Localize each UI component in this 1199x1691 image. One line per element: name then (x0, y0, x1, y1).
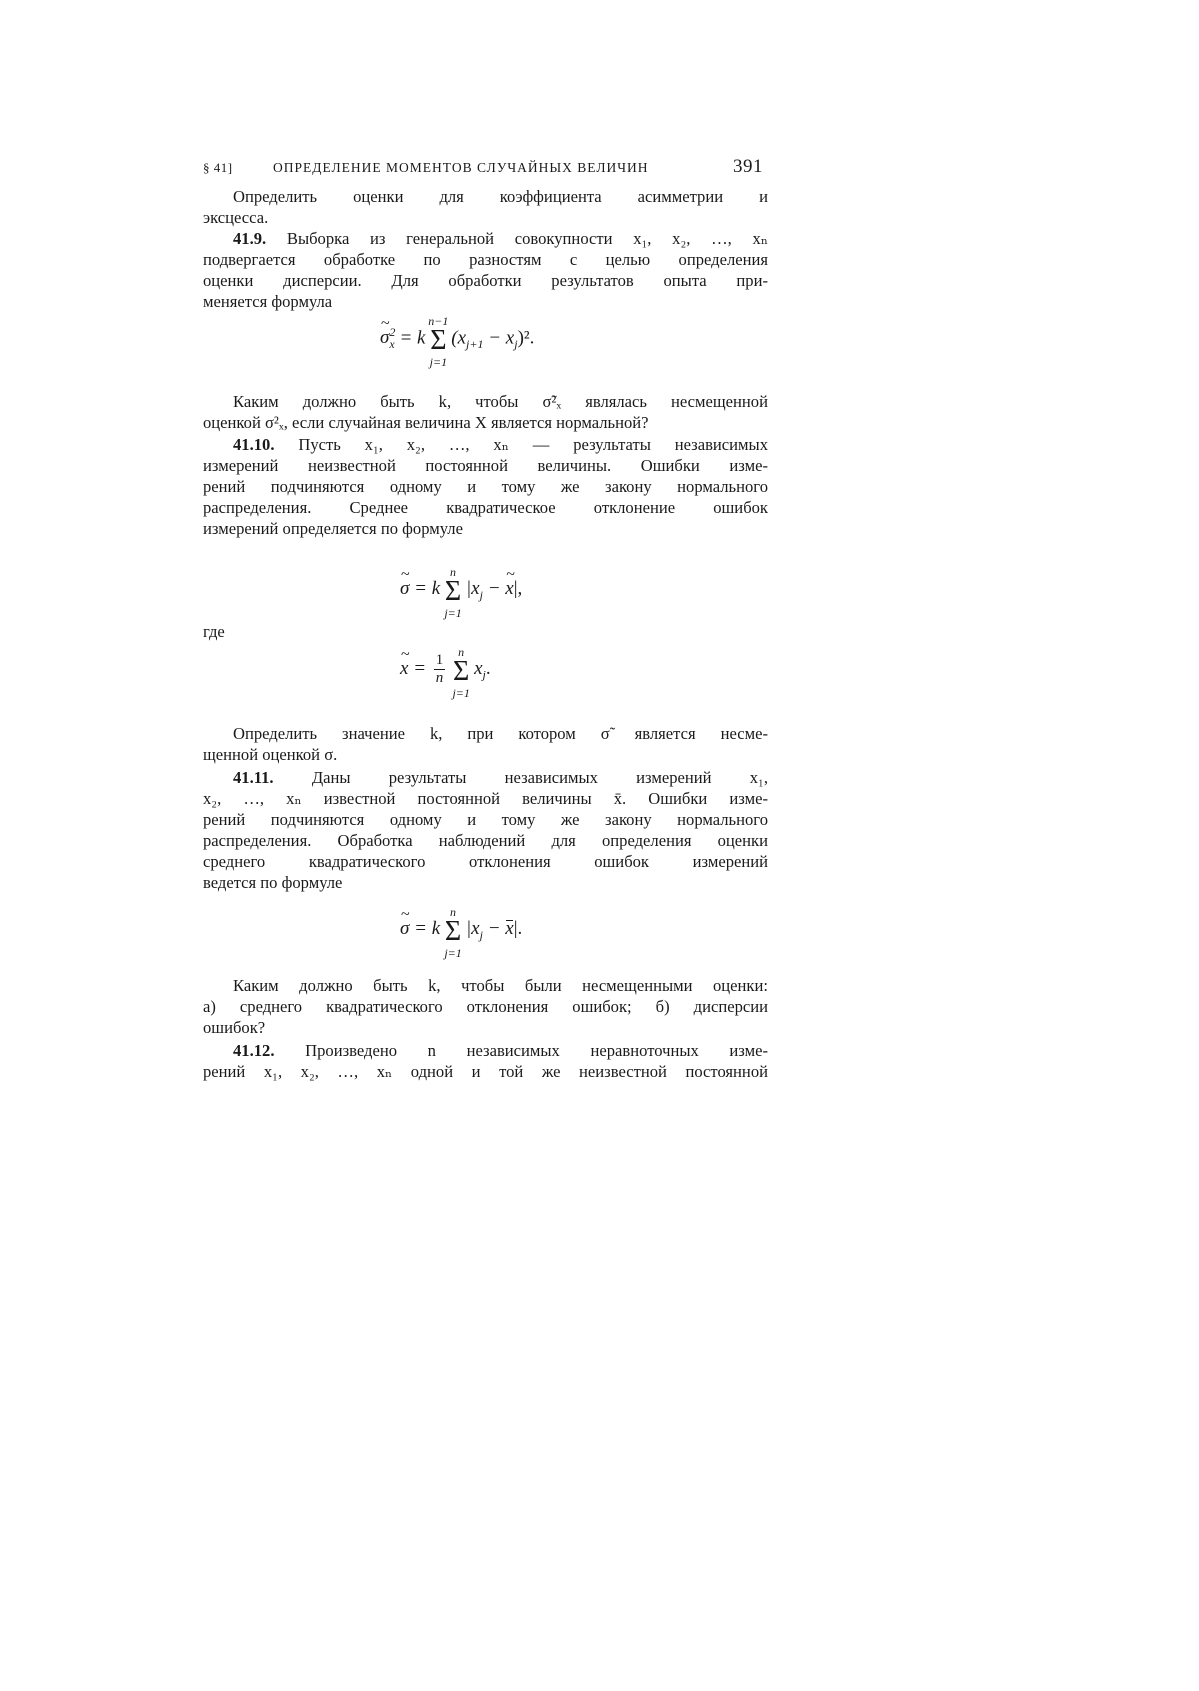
summation-sign: Σ n−1 j=1 (428, 314, 449, 370)
text-line: 41.10. Пусть x₁, x₂, …, xₙ — результаты независимых (233, 435, 768, 454)
text-line: рений подчиняются одному и тому же закону нормального (203, 810, 768, 829)
text-line: 41.9. Выборка из генеральной совокупности x₁, x₂, …, xₙ (233, 229, 768, 248)
problem-41-9-question (203, 391, 768, 433)
text-line: эксцесса. (203, 208, 269, 227)
sigma-symbol: ~ σ (400, 918, 409, 939)
section-marker: § 41] (203, 160, 233, 175)
problem-number: 41.12. (233, 1041, 275, 1060)
running-header (203, 156, 783, 182)
where-label: где (203, 622, 225, 641)
text-line: а) среднего квадратического отклонения ошибок; б) дисперсии (203, 997, 768, 1016)
page-number: 391 (733, 156, 763, 177)
text-line: меняется формула (203, 292, 333, 311)
text-line: Каким должно быть k, чтобы были несмещенными оценки: (233, 976, 768, 995)
text-line: Каким должно быть k, чтобы σ̃²ₓ являлась несмещенной (233, 392, 768, 411)
text-line: 41.12. Произведено n независимых неравноточных изме- (233, 1041, 768, 1060)
text-line: оценкой σ²ₓ, если случайная величина X является нормальной? (203, 413, 649, 432)
sigma-symbol: ~ σ (400, 578, 409, 599)
text-line: измерений неизвестной постоянной величины. Ошибки изме- (203, 456, 768, 475)
summation-sign: Σ n j=1 (444, 565, 462, 620)
fraction: $\frac{1}{n}$ (435, 652, 444, 686)
text-line: рений x₁, x₂, …, xₙ одной и той же неизвестной постоянной (203, 1062, 768, 1081)
problem-41-10 (203, 434, 768, 539)
problem-41-9 (203, 228, 768, 312)
sigma-symbol: ~ σ (380, 327, 389, 348)
text-line: среднего квадратического отклонения ошибок измерений (203, 852, 768, 871)
text-line: ведется по формуле (203, 873, 343, 892)
text-line: x₂, …, xₙ известной постоянной величины x̄. Ошибки изме- (203, 789, 768, 808)
problem-41-10-question (203, 723, 768, 765)
formula-sigma-tilde-known-mean: ~ σ = k Σ n j=1 $|x_j - x|$. (400, 918, 522, 946)
text-line: распределения. Среднее квадратическое отклонение ошибок (203, 498, 768, 517)
text-line: оценки дисперсии. Для обработки результатов опыта при- (203, 271, 768, 290)
text-line: Определить значение k, при котором σ̃ является несме- (233, 724, 768, 743)
problem-41-11-question (203, 975, 768, 1038)
formula-sigma-squared-estimate: ~ $\sigma^2_x = k$ Σ n−1 j=1 $(x_{j+1} - x_j)^2$. (380, 325, 534, 355)
problem-number: 41.11. (233, 768, 274, 787)
chapter-title: ОПРЕДЕЛЕНИЕ МОМЕНТОВ СЛУЧАЙНЫХ ВЕЛИЧИН (273, 160, 649, 175)
intro-paragraph (203, 186, 768, 228)
summation-sign: Σ n j=1 (452, 644, 470, 700)
text-line: ошибок? (203, 1018, 266, 1037)
text-line: подвергается обработке по разностям с целью определения (203, 250, 768, 269)
text-line: Определить оценки для коэффициента асимметрии и (233, 187, 768, 206)
text-line: распределения. Обработка наблюдений для определения оценки (203, 831, 768, 850)
problem-41-11 (203, 767, 768, 893)
text-line: рений подчиняются одному и тому же закону нормального (203, 477, 768, 496)
summation-sign: Σ n j=1 (444, 905, 462, 960)
text-line: 41.11. Даны результаты независимых измерений x₁, (233, 768, 768, 787)
problem-41-12 (203, 1040, 768, 1082)
formula-sigma-tilde: ~ σ = k Σ n j=1 $|x_j$ − ~ x|, (400, 578, 522, 606)
text-line: измерений определяется по формуле (203, 519, 463, 538)
text-line: щенной оценкой σ. (203, 745, 338, 764)
formula-x-tilde-mean: ~ x = $\frac{1}{n}$ Σ n j=1 $x_j$. (400, 652, 491, 687)
problem-number: 41.9. (233, 229, 267, 248)
problem-number: 41.10. (233, 435, 275, 454)
